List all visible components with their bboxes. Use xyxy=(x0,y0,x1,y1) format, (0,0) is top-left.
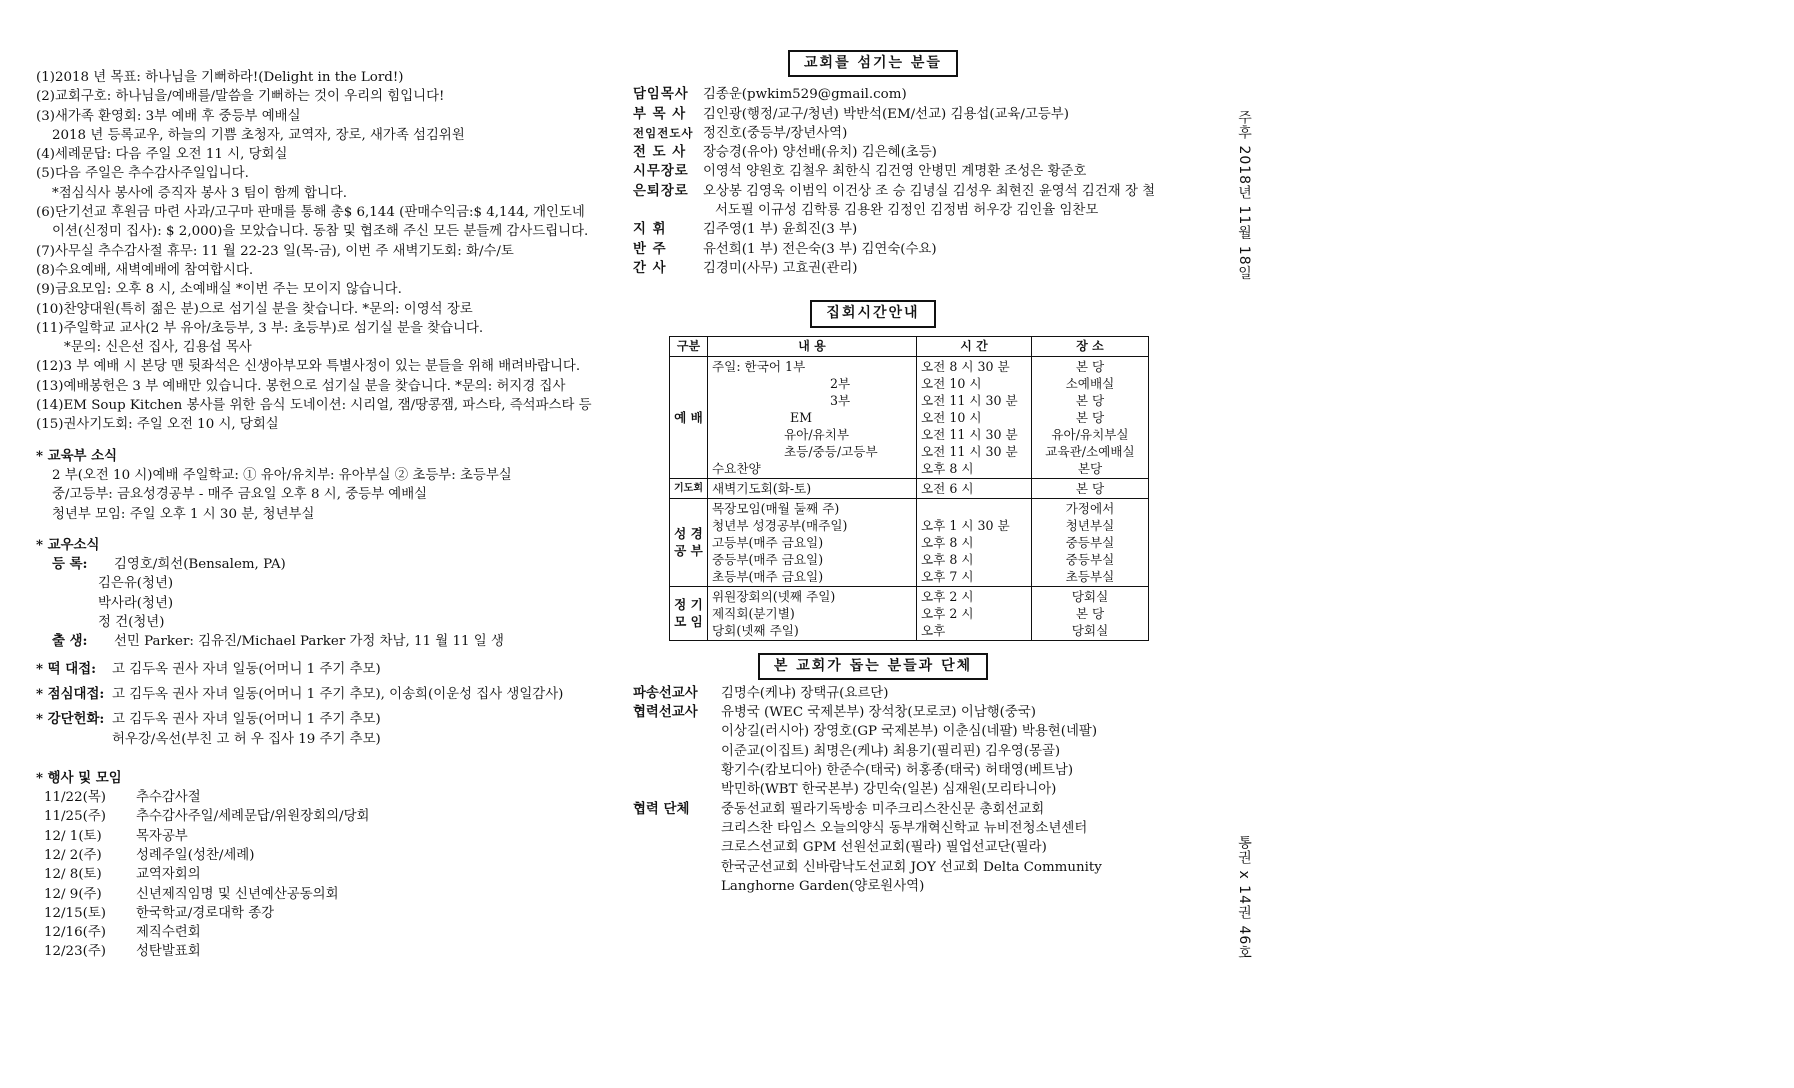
schedule-time: 오후 8 시 xyxy=(920,534,974,550)
event-text: 제직수련회 xyxy=(136,925,201,941)
church-info-column xyxy=(633,50,1188,896)
event-row xyxy=(36,865,596,884)
registration-item: 정 건(청년) xyxy=(98,615,165,631)
schedule-name: 고등부(매주 금요일) xyxy=(711,534,824,550)
treat-label: * 점심대접: xyxy=(36,685,105,702)
schedule-time: 오전 11 시 30 분 xyxy=(920,443,1018,459)
schedule-time: 오후 xyxy=(920,622,946,638)
staff-title: 교회를 섬기는 분들 xyxy=(788,50,958,77)
treat-text: 고 김두옥 권사 자녀 일동(어머니 1 주기 추모) xyxy=(112,712,381,728)
schedule-place: 본 당 xyxy=(1075,358,1105,374)
birth-text: 선민 Parker: 김유진/Michael Parker 가정 차남, 11 월 11 일 생 xyxy=(114,634,504,650)
staff-value: 유선희(1 부) 전은숙(3 부) 김연숙(수요) xyxy=(703,241,937,257)
missions-line: 유병국 (WEC 국제본부) 장석창(모로코) 이남행(중국) xyxy=(721,705,1036,721)
schedule-places xyxy=(1031,586,1148,640)
schedule-place: 교육관/소예배실 xyxy=(1045,443,1135,459)
schedule-time: 오전 8 시 30 분 xyxy=(920,358,1010,374)
registration-first: 김영호/희선(Bensalem, PA) xyxy=(114,557,286,573)
event-row xyxy=(36,827,596,846)
schedule-table xyxy=(669,336,1149,641)
registration-list xyxy=(36,574,596,632)
event-text: 추수감사주일/세례문답/위원장회의/당회 xyxy=(136,809,370,825)
staff-row xyxy=(633,182,1188,201)
missions-label: 파송선교사 xyxy=(633,684,698,701)
missions-line: 크리스찬 타임스 오늘의양식 동부개혁신학교 뉴비전청소년센터 xyxy=(721,820,1088,836)
event-date: 12/15(토) xyxy=(44,905,106,921)
notice-11: (11)주일학교 교사(2 부 유아/초등부, 3 부: 초등부)로 섬기실 분을 찾습니다. xyxy=(36,320,484,336)
registration-item: 김은유(청년) xyxy=(98,576,174,592)
schedule-time: 오전 10 시 xyxy=(920,409,982,425)
schedule-place: 본 당 xyxy=(1075,409,1105,425)
registration-label: 등 록: xyxy=(52,556,88,573)
missions-line: 박민하(WBT 한국본부) 강민숙(일본) 심재원(모리타니아) xyxy=(721,782,1057,798)
schedule-name: EM xyxy=(789,409,813,425)
staff-row xyxy=(633,85,1188,104)
schedule-times xyxy=(916,356,1031,478)
treat-lunch xyxy=(36,685,596,704)
treat-flowers xyxy=(36,710,596,729)
schedule-name: 청년부 성경공부(매주일) xyxy=(711,517,848,533)
event-text: 성례주일(성찬/세례) xyxy=(136,847,255,863)
notice-2: (2)교회구호: 하나님을/예배를/말씀을 기뻐하는 것이 우리의 힘입니다! xyxy=(36,89,445,105)
schedule-header: 내 용 xyxy=(707,336,916,356)
missions-label: 협력선교사 xyxy=(633,704,698,721)
missions-line: 중동선교회 필라기독방송 미주크리스찬신문 총회선교회 xyxy=(721,801,1045,817)
schedule-time xyxy=(921,500,1027,517)
notice-8: (8)수요예배, 새벽예배에 참여합시다. xyxy=(36,262,254,278)
staff-row xyxy=(633,143,1188,162)
schedule-category: 성 경 공 부 xyxy=(670,498,708,586)
missions-line: 김명수(케냐) 장택규(요르단) xyxy=(721,685,889,701)
schedule-place: 중등부실 xyxy=(1065,551,1115,567)
notice-9: (9)금요모임: 오후 8 시, 소예배실 *이번 주는 모이지 않습니다. xyxy=(36,282,402,298)
events-heading: * 행사 및 모임 xyxy=(36,769,122,786)
bulletin-issue: 통권 x 14권 46호 xyxy=(1236,835,1252,961)
schedule-place: 청년부실 xyxy=(1065,517,1115,533)
notice-11-detail: *문의: 신은선 집사, 김용섭 목사 xyxy=(64,340,252,356)
event-text: 신년제직임명 및 신년예산공동의회 xyxy=(136,886,339,902)
event-row xyxy=(36,904,596,923)
notice-13: (13)예배봉헌은 3 부 예배만 있습니다. 봉헌으로 섬기실 분을 찾습니다. *문의: 허지경 집사 xyxy=(36,378,566,394)
missions-title: 본 교회가 돕는 분들과 단체 xyxy=(758,653,988,680)
missions-row xyxy=(633,703,1188,799)
missions-line: 크로스선교회 GPM 선원선교회(필라) 필업선교단(필라) xyxy=(721,840,1047,856)
notice-6: (6)단기선교 후원금 마련 사과/고구마 판매를 통해 총$ 6,144 (판매수익금:$ 4,144, 개인도네 xyxy=(36,205,585,221)
missions-row xyxy=(633,800,1188,896)
notice-7: (7)사무실 추수감사절 휴무: 11 월 22-23 일(목-금), 이번 주 새벽기도회: 화/수/토 xyxy=(36,243,514,259)
missions-row xyxy=(633,684,1188,703)
staff-row xyxy=(633,220,1188,239)
event-row xyxy=(36,846,596,865)
schedule-place: 초등부실 xyxy=(1065,568,1115,584)
schedule-times xyxy=(916,586,1031,640)
event-text: 성탄발표회 xyxy=(136,944,201,960)
schedule-places xyxy=(1031,498,1148,586)
schedule-title: 집회시간안내 xyxy=(810,300,935,327)
event-text: 추수감사절 xyxy=(136,790,201,806)
event-date: 12/ 1(토) xyxy=(44,828,102,844)
missions-line: 이상길(러시아) 장영호(GP 국제본부) 이춘심(네팔) 박용현(네팔) xyxy=(721,724,1098,740)
schedule-name: 위원장회의(넷째 주일) xyxy=(711,588,836,604)
schedule-name: 중등부(매주 금요일) xyxy=(711,551,824,567)
schedule-places xyxy=(1031,356,1148,478)
schedule-names xyxy=(707,586,916,640)
event-date: 11/25(주) xyxy=(44,809,106,825)
event-row xyxy=(36,885,596,904)
staff-label: 간 사 xyxy=(633,259,667,276)
event-text: 한국학교/경로대학 종강 xyxy=(136,905,275,921)
staff-value: 정진호(중등부/장년사역) xyxy=(703,125,848,141)
notice-3: (3)새가족 환영회: 3부 예배 후 중등부 예배실 xyxy=(36,108,301,124)
schedule-category: 예 배 xyxy=(670,356,708,478)
staff-value: 이영석 양원호 김철우 최한식 김건영 안병민 계명환 조성은 황준호 xyxy=(703,164,1087,180)
notice-15: (15)권사기도회: 주일 오전 10 시, 당회실 xyxy=(36,417,279,433)
schedule-header: 시 간 xyxy=(916,336,1031,356)
schedule-name: 제직회(분기별) xyxy=(711,605,795,621)
staff-label: 전 도 사 xyxy=(633,144,687,161)
notice-4: (4)세례문답: 다음 주일 오전 11 시, 당회실 xyxy=(36,147,288,163)
schedule-name: 새벽기도회(화-토) xyxy=(707,478,916,498)
schedule-worship-row xyxy=(670,356,1149,478)
missions-line: 이준교(이집트) 최명은(케냐) 최용기(필리핀) 김우영(몽골) xyxy=(721,743,1061,759)
schedule-meeting-row xyxy=(670,586,1149,640)
event-row xyxy=(36,923,596,942)
missions-line: Langhorne Garden(양로원사역) xyxy=(721,878,925,894)
notice-10: (10)찬양대원(특히 젊은 분)으로 섬기실 분을 찾습니다. *문의: 이영석 장로 xyxy=(36,301,473,317)
schedule-place: 유아/유치부실 xyxy=(1051,426,1129,442)
schedule-names xyxy=(707,498,916,586)
schedule-time: 오후 2 시 xyxy=(920,605,974,621)
staff-label: 시무장로 xyxy=(633,163,689,180)
staff-value: 장승경(유아) 양선배(유치) 김은혜(초등) xyxy=(703,145,937,161)
registration-item: 박사라(청년) xyxy=(98,595,174,611)
event-date: 12/ 8(토) xyxy=(44,867,102,883)
schedule-time: 오후 8 시 xyxy=(920,551,974,567)
schedule-time: 오전 11 시 30 분 xyxy=(920,392,1018,408)
schedule-bible-row xyxy=(670,498,1149,586)
treat-flowers-extra: 허우강/옥선(부친 고 허 우 집사 19 주기 추모) xyxy=(112,731,381,747)
schedule-header: 장 소 xyxy=(1031,336,1148,356)
schedule-name: 수요찬양 xyxy=(711,460,761,476)
schedule-category: 기도회 xyxy=(670,478,708,498)
staff-label: 지 휘 xyxy=(633,221,667,238)
schedule-time: 오전 10 시 xyxy=(920,375,982,391)
schedule-header-row xyxy=(670,336,1149,356)
schedule-name: 초등부(매주 금요일) xyxy=(711,568,824,584)
event-date: 12/ 2(주) xyxy=(44,847,102,863)
schedule-name: 3부 xyxy=(829,392,851,408)
schedule-time: 오후 2 시 xyxy=(920,588,974,604)
registration-row xyxy=(36,555,596,574)
missions-label: 협력 단체 xyxy=(633,800,690,817)
notice-1: (1)2018 년 목표: 하나님을 기뻐하라!(Delight in the Lord!) xyxy=(36,70,404,85)
bulletin-date: 주후 2018년 11월 18일 xyxy=(1236,110,1252,281)
treat-rice-cake xyxy=(36,660,596,679)
event-date: 12/23(주) xyxy=(44,944,106,960)
staff-label: 전임전도사 xyxy=(633,125,694,140)
event-date: 12/16(주) xyxy=(44,925,106,941)
event-row xyxy=(36,942,596,961)
missions-line: 한국군선교회 신바람낙도선교회 JOY 선교회 Delta Community xyxy=(721,859,1102,875)
staff-value: 김주영(1 부) 윤희진(3 부) xyxy=(703,222,858,238)
notice-3-detail: 2018 년 등록교우, 하늘의 기쁨 초청자, 교역자, 장로, 새가족 섬김위원 xyxy=(52,127,465,143)
education-line-2: 중/고등부: 금요성경공부 - 매주 금요일 오후 8 시, 중등부 예배실 xyxy=(52,487,428,503)
treat-text: 고 김두옥 권사 자녀 일동(어머니 1 주기 추모) xyxy=(112,661,381,677)
schedule-place: 본당 xyxy=(1077,460,1103,476)
schedule-category: 정 기 모 임 xyxy=(670,586,708,640)
schedule-time: 오전 11 시 30 분 xyxy=(920,426,1018,442)
schedule-place: 본 당 xyxy=(1031,478,1148,498)
schedule-place: 본 당 xyxy=(1075,392,1105,408)
treat-label: * 떡 대접: xyxy=(36,660,97,677)
staff-label: 은퇴장로 xyxy=(633,182,689,199)
schedule-name: 유아/유치부 xyxy=(783,426,850,442)
staff-label: 부 목 사 xyxy=(633,105,687,122)
staff-row xyxy=(633,259,1188,278)
announcements-column xyxy=(36,68,596,962)
staff-value: 오상봉 김영욱 이범익 이건상 조 승 김녕실 김성우 최현진 윤영석 김건재 장 철 xyxy=(703,183,1156,199)
schedule-place: 당회실 xyxy=(1071,622,1109,638)
staff-label: 담임목사 xyxy=(633,86,689,103)
education-line-1: 2 부(오전 10 시)예배 주일학교: ① 유아/유치부: 유아부실 ② 초등부: 초등부실 xyxy=(52,467,512,483)
event-row xyxy=(36,788,596,807)
event-text: 목자공부 xyxy=(136,828,188,844)
schedule-name: 당회(넷째 주일) xyxy=(711,622,799,638)
schedule-time: 오전 6 시 xyxy=(916,478,1031,498)
schedule-name: 목장모임(매월 둘째 주) xyxy=(711,500,840,516)
staff-row xyxy=(633,240,1188,259)
schedule-name: 주일: 한국어 1부 xyxy=(711,358,806,374)
schedule-times xyxy=(916,498,1031,586)
notice-12: (12)3 부 예배 시 본당 맨 뒷좌석은 신생아부모와 특별사정이 있는 분들을 위해 배려바랍니다. xyxy=(36,359,581,375)
event-date: 11/22(목) xyxy=(44,790,106,806)
event-row xyxy=(36,807,596,826)
staff-row xyxy=(633,124,1188,143)
schedule-header: 구분 xyxy=(670,336,708,356)
notice-5: (5)다음 주일은 추수감사주일입니다. xyxy=(36,166,249,182)
education-line-3: 청년부 모임: 주일 오후 1 시 30 분, 청년부실 xyxy=(52,506,315,522)
staff-continuation: 서도필 이규성 김학룡 김용완 김정인 김정범 허우강 김인율 임찬모 xyxy=(715,203,1099,219)
staff-row xyxy=(633,105,1188,124)
schedule-place: 소예배실 xyxy=(1065,375,1115,391)
schedule-time: 오후 8 시 xyxy=(920,460,974,476)
staff-value: 김경미(사무) 고효권(관리) xyxy=(703,260,858,276)
missions-line: 황기수(캄보디아) 한준수(태국) 허홍종(태국) 허태영(베트남) xyxy=(721,763,1074,779)
schedule-dawn-row xyxy=(670,478,1149,498)
notice-5-detail: *점심식사 봉사에 증직자 봉사 3 팀이 함께 합니다. xyxy=(52,185,348,201)
event-text: 교역자회의 xyxy=(136,867,201,883)
schedule-name: 초등/중등/고등부 xyxy=(783,443,878,459)
event-date: 12/ 9(주) xyxy=(44,886,102,902)
notice-6-detail: 이션(신정미 집사): $ 2,000)을 모았습니다. 동참 및 협조해 주신 모든 분들께 감사드립니다. xyxy=(52,224,589,240)
schedule-time: 오후 1 시 30 분 xyxy=(920,517,1010,533)
staff-value: 김인광(행정/교구/청년) 박반석(EM/선교) 김용섭(교육/고등부) xyxy=(703,106,1069,122)
staff-row xyxy=(633,162,1188,181)
schedule-name: 2부 xyxy=(829,375,851,391)
treat-label: * 강단헌화: xyxy=(36,711,105,728)
treat-text: 고 김두옥 권사 자녀 일동(어머니 1 주기 추모), 이송희(이운성 집사 생일감사) xyxy=(112,686,564,702)
birth-row xyxy=(36,632,596,651)
schedule-place: 중등부실 xyxy=(1065,534,1115,550)
schedule-time: 오후 7 시 xyxy=(920,568,974,584)
schedule-names xyxy=(707,356,916,478)
members-heading: * 교우소식 xyxy=(36,536,100,553)
staff-label: 반 주 xyxy=(633,240,667,257)
schedule-place: 당회실 xyxy=(1071,588,1109,604)
birth-label: 출 생: xyxy=(52,633,88,650)
staff-value: 김종운(pwkim529@gmail.com) xyxy=(703,87,907,103)
education-heading: * 교육부 소식 xyxy=(36,447,118,464)
schedule-place: 가정에서 xyxy=(1065,500,1115,516)
notice-14: (14)EM Soup Kitchen 봉사를 위한 음식 도네이션: 시리얼, 잼/땅콩잼, 파스타, 즉석파스타 등 xyxy=(36,398,592,414)
schedule-place: 본 당 xyxy=(1075,605,1105,621)
